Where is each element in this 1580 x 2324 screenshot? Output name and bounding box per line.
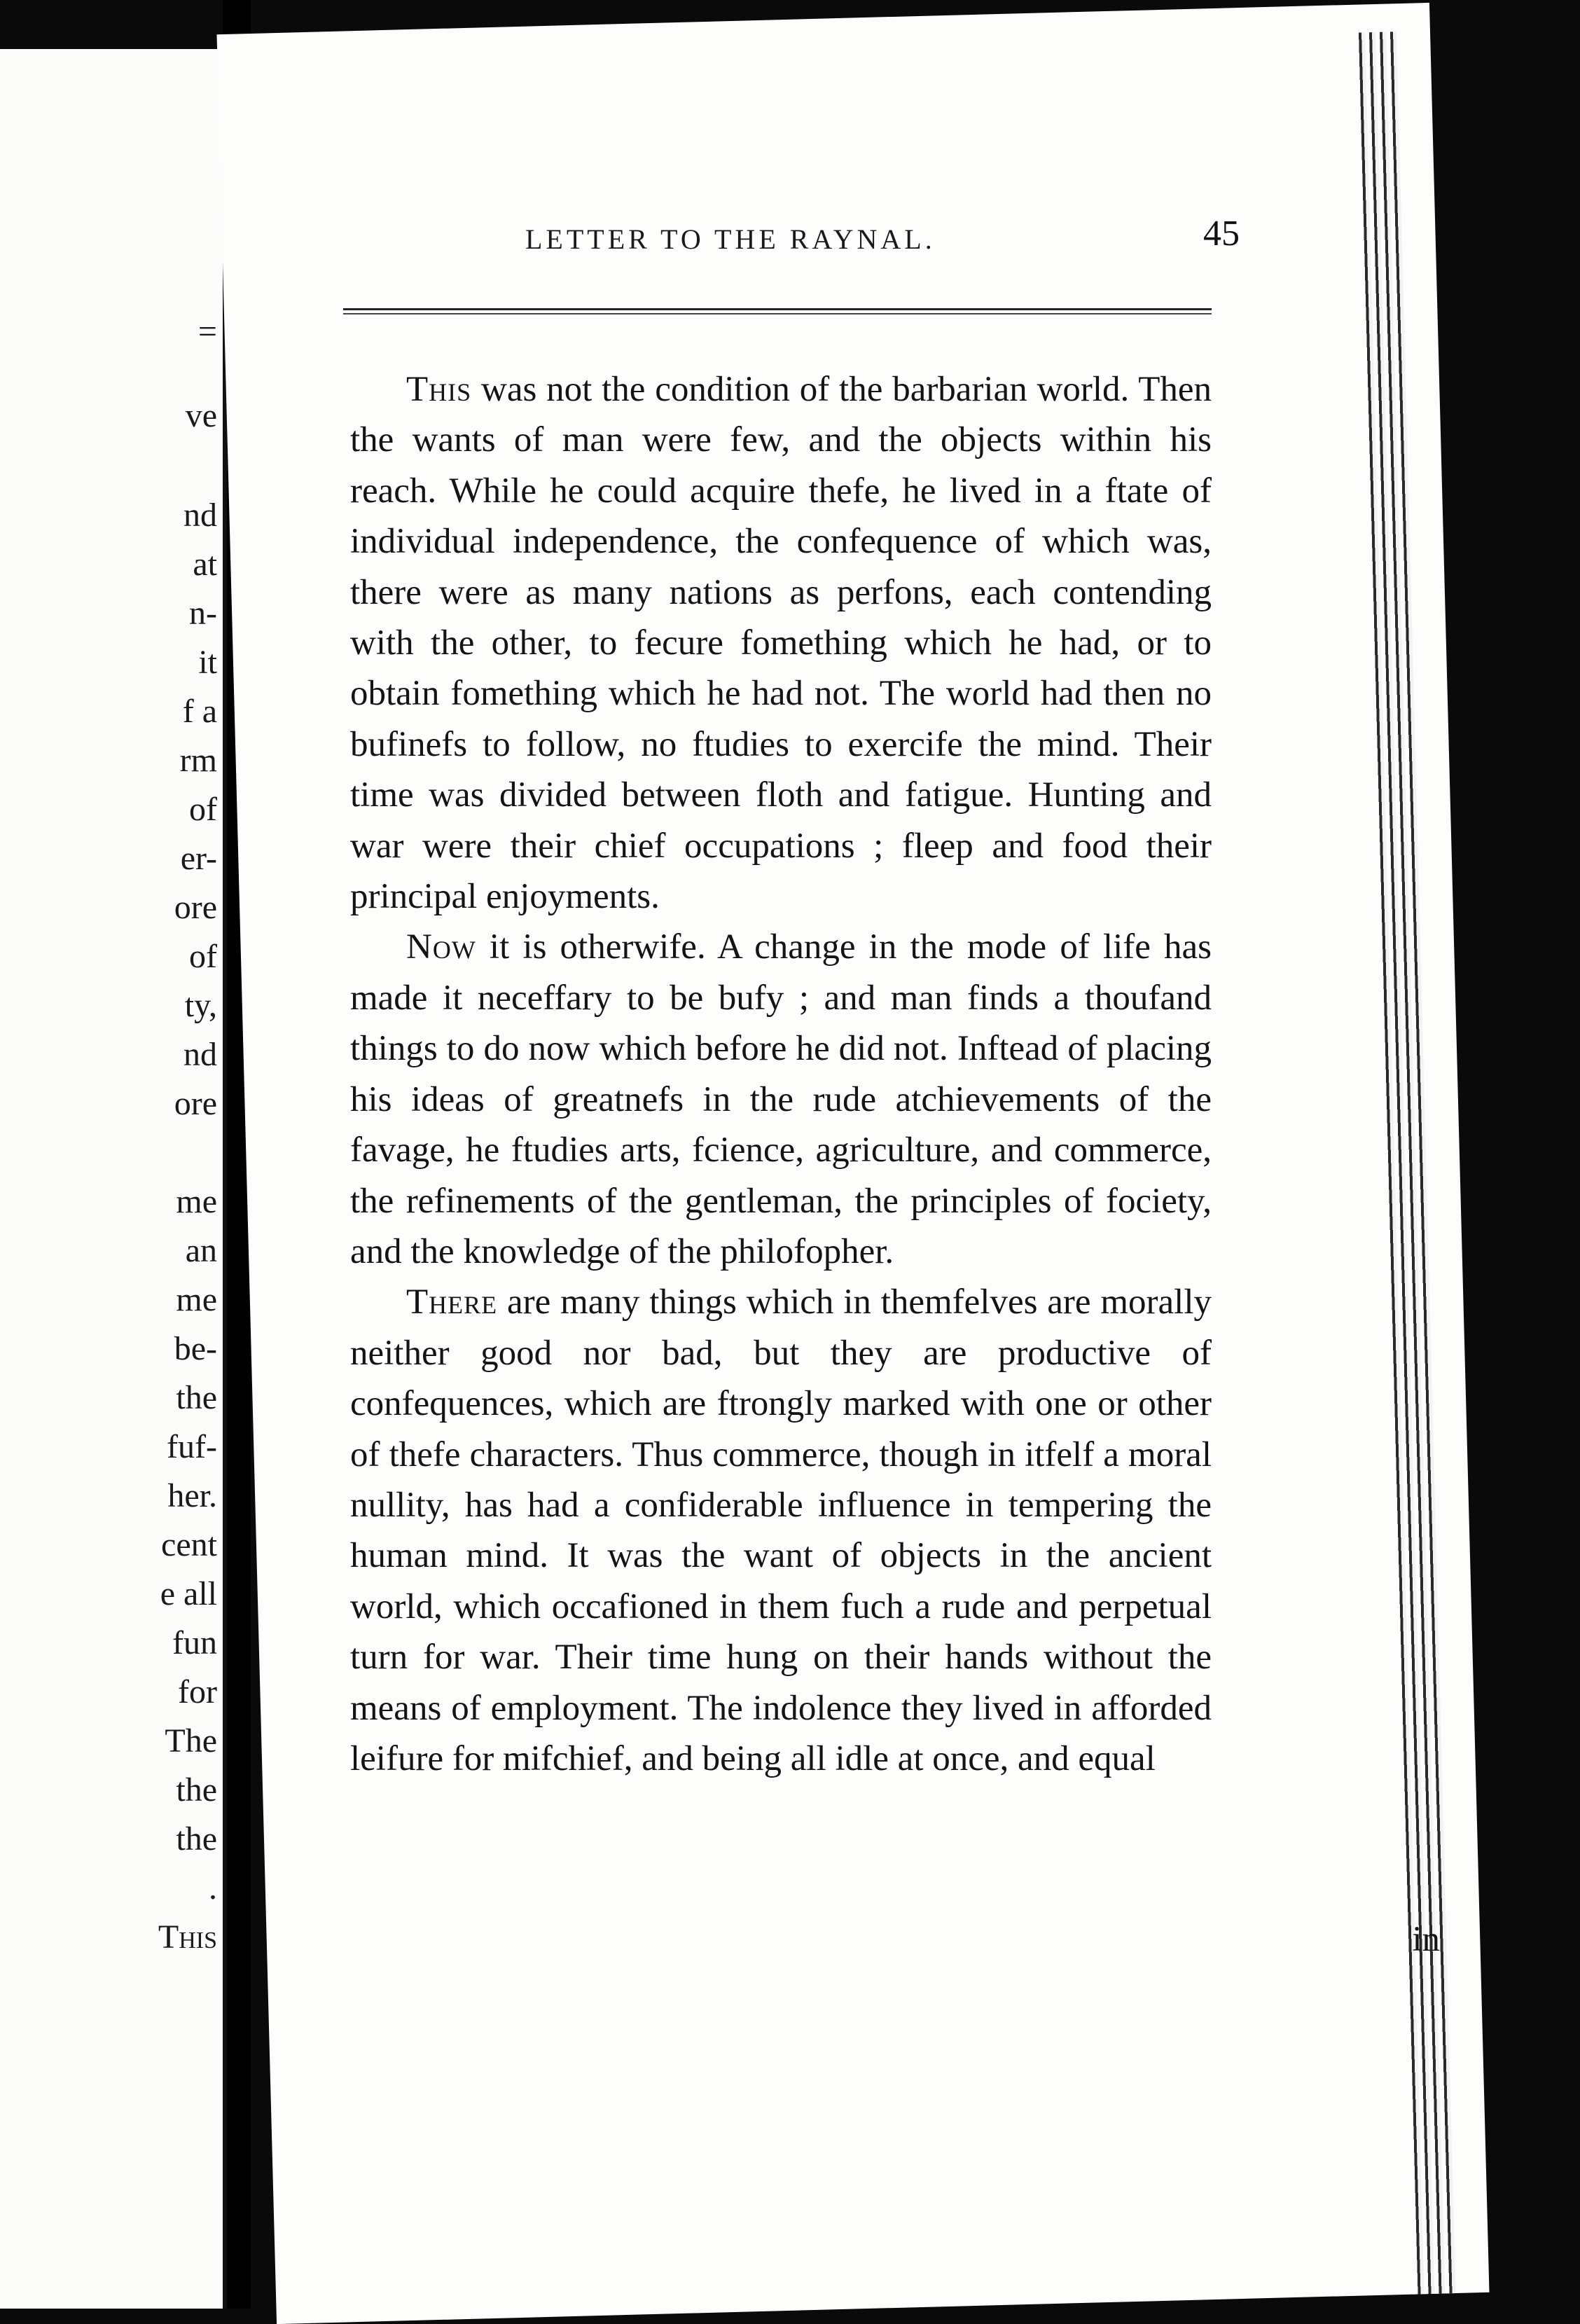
paragraph-text: it is otherwife. A change in the mode of life has made it neceffary to be bufy ; and man finds a thoufand things to do now which before he did not. Inftead of placing his ideas of greatnefs in the rude atchievements of the favage, he ftudies arts, fcience, agriculture, and commerce, the refinements of the gentleman, the principles of fociety, and the knowledge of the philofopher. [350,927,1212,1271]
left-fragment: her. [167,1477,217,1514]
left-fragment: fuf- [167,1428,217,1465]
page-number: 45 [1203,214,1240,254]
left-fragment: ve [185,397,217,434]
left-fragment: of [189,791,217,828]
left-fragment: an [185,1232,217,1269]
left-fragment: er- [180,840,217,877]
left-fragment: n- [189,595,217,632]
page-edge-strips [1354,32,1456,2294]
left-fragment: it [198,644,217,681]
paragraph-lead: Now [406,927,476,967]
left-fragment: be- [174,1330,217,1367]
running-title: LETTER TO THE RAYNAL. [525,223,936,255]
left-fragment: ore [174,1085,217,1122]
header-rule [343,308,1212,314]
left-fragment: fun [172,1624,217,1661]
paragraph-lead: This [406,370,472,409]
left-fragment: ore [174,889,217,926]
catchword: in [1412,1920,1440,1959]
left-fragment: at [193,546,217,583]
left-fragment: nd [183,1036,217,1073]
left-fragment: the [176,1379,217,1416]
left-fragment: nd [183,497,217,534]
left-fragment: The [165,1722,217,1759]
left-fragment: ty, [184,987,217,1024]
left-fragment: f a [182,693,217,730]
left-facing-page [0,49,227,2309]
left-fragment: me [176,1183,217,1220]
left-fragment: the [176,1771,217,1808]
left-fragment: This [158,1918,217,1956]
paragraph [350,1277,1212,1784]
left-fragment: . [209,1869,217,1907]
paragraph [350,922,1212,1277]
left-fragment: me [176,1281,217,1318]
left-fragment: = [198,313,217,350]
body-text [350,364,1212,1784]
left-fragment: e all [160,1575,217,1612]
left-fragment: for [178,1673,217,1710]
paragraph-text: are many things which in themfelves are morally neither good nor bad, but they are productive of confequences, which are ftrongly marked with one or other of thefe characters. Thus commerce, though in itfelf a moral nullity, has had a confiderable influence in tempering the human mind. It was the want of objects in the ancient world, which occafioned in them fuch a rude and perpetual turn for war. Their time hung on their hands without the means of employment. The indolence they lived in afforded leifure for mifchief, and being all idle at once, and equal [350,1282,1212,1778]
paragraph-lead: There [406,1282,498,1322]
left-fragment: of [189,938,217,975]
left-fragment: the [176,1820,217,1858]
paragraph-text: was not the condition of the barbarian world. Then the wants of man were few, and the objects within his reach. While he could acquire thefe, he lived in a ftate of individual independence, the confequence of which was, there were as many nations as perfons, each contending with the other, to fecure fomething which he had, or to obtain fomething which he had not. The world had then no bufinefs to follow, no ftudies to exercife the mind. Their time was divided between floth and fatigue. Hunting and war were their chief occupations ; fleep and food their principal enjoyments. [350,370,1212,917]
running-head [273,210,1240,266]
paragraph [350,364,1212,922]
left-fragment: rm [179,742,217,779]
left-fragment: cent [161,1526,217,1563]
